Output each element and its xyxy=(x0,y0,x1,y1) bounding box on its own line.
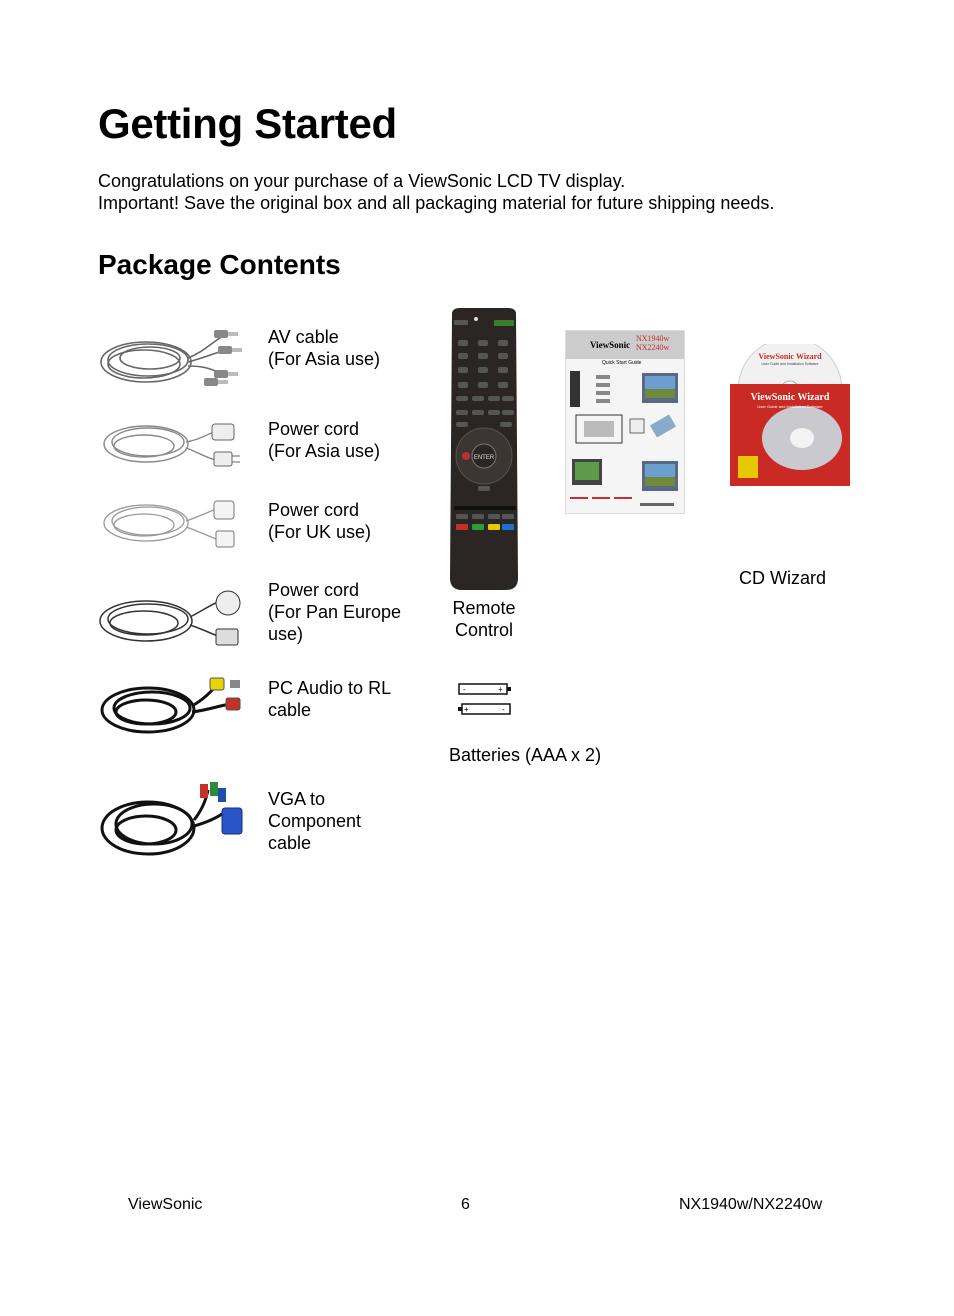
svg-text:-: - xyxy=(463,685,466,694)
power-cord-uk-image xyxy=(98,495,248,553)
remote-enter-key: ENTER xyxy=(473,455,495,461)
av-cable-image xyxy=(98,322,248,398)
item-label-power-cord-asia: Power cord (For Asia use) xyxy=(268,419,381,461)
power-cord-asia-image xyxy=(98,414,248,476)
svg-text:+: + xyxy=(464,705,469,714)
guide-model-line2: NX2240w xyxy=(636,343,670,352)
item-label-pc-audio-cable: PC Audio to RL cable xyxy=(268,678,392,720)
intro-text: Congratulations on your purchase of a ViewSonic LCD TV display. xyxy=(98,171,626,191)
cd-subtitle-top: User Guide and Installation Software xyxy=(761,362,819,366)
remote-control-image xyxy=(446,306,522,592)
guide-illustrations xyxy=(566,367,682,511)
guide-model-line1: NX1940w xyxy=(636,334,670,343)
item-label-av-cable: AV cable (For Asia use) xyxy=(268,327,381,369)
item-label-power-cord-europe: Power cord (For Pan Europe use) xyxy=(268,580,402,644)
section-title: Package Contents xyxy=(98,249,341,280)
cd-subtitle-main: User Guide and Installation Software xyxy=(757,404,823,409)
svg-text:+: + xyxy=(498,685,503,694)
batteries-image xyxy=(456,680,514,718)
guide-subtitle: Quick Start Guide xyxy=(602,360,642,366)
footer-page-number: 6 xyxy=(461,1196,470,1213)
cd-wizard-image xyxy=(730,344,850,486)
pc-audio-cable-image xyxy=(98,672,248,738)
batteries-label: Batteries (AAA x 2) xyxy=(449,745,602,765)
cd-wizard-label: CD Wizard xyxy=(739,568,827,588)
quick-start-guide-image xyxy=(565,330,685,514)
intro-important-text: Important! Save the original box and all packaging material for future shipping needs. xyxy=(98,193,775,213)
guide-brand: ViewSonic xyxy=(590,340,631,350)
item-label-power-cord-uk: Power cord (For UK use) xyxy=(268,500,372,542)
remote-control-label: Remote Control xyxy=(452,598,516,640)
svg-text:-: - xyxy=(502,705,505,714)
item-label-vga-component-cable: VGA to Component cable xyxy=(268,789,362,853)
cd-brand-main: ViewSonic Wizard xyxy=(750,392,830,403)
footer-brand: ViewSonic xyxy=(128,1196,203,1213)
vga-component-cable-image xyxy=(98,780,248,866)
cd-brand-top: ViewSonic Wizard xyxy=(758,352,822,361)
power-cord-europe-image xyxy=(98,585,248,651)
footer-model: NX1940w/NX2240w xyxy=(679,1196,823,1213)
page-title: Getting Started xyxy=(98,100,397,147)
